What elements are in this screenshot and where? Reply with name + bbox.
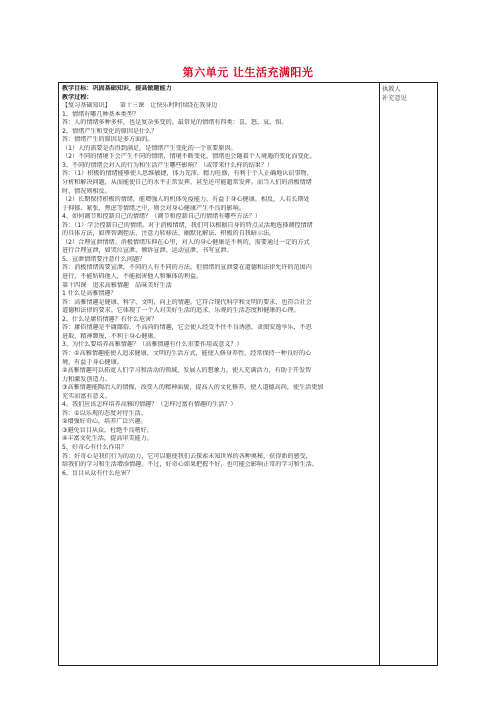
- text-line: 道德和法律的要求。它体现了一个人对美好生活的追求、乐观的生活态度和健康的心理。: [62, 307, 300, 315]
- text-line: 1、情绪有哪几种基本类型？: [62, 110, 140, 118]
- text-line: 力和激发创造力。: [62, 375, 111, 383]
- text-line: ④丰富文化生活，提高审美能力。: [62, 435, 153, 443]
- text-line: 2、什么是庸俗情趣？有什么危害？: [62, 315, 158, 323]
- text-line: （2）长期保持积极的情绪，能增强人的机体免疫能力，有益于身心健康。相反，人若长期处: [62, 196, 310, 204]
- text-line: 进行，不能妨碍他人，不能损害他人和集体的利益。: [62, 273, 203, 281]
- text-line: 于抑郁、紧张、焦虑等情绪之中，则会对身心健康产生不良的影响。: [62, 204, 245, 212]
- text-line: 答：好奇心是我们行为的动力，它可以驱使我们去探索未知世界的各种奥秘，获得新的感受，: [62, 452, 312, 460]
- text-line: 答：（1）积极的情绪能够使人思维敏捷，体力充沛，精力旺盛，有利于个人正确地认识事物、: [62, 170, 313, 178]
- text-line: ③高雅情趣能陶冶人的情操，改变人的精神面貌，提高人的文化修养，使人道德高尚，使生活更加: [62, 384, 324, 392]
- text-line: 进行合理宣泄，如哭泣宣泄、倾诉宣泄、运动宣泄、书写宣泄。: [62, 247, 233, 255]
- text-line: 1 什么是高雅情趣？: [62, 290, 117, 298]
- text-line: 2、情绪产生和变化的原因是什么？: [62, 127, 158, 135]
- text-line: 答：①以乐观的态度对待生活。: [62, 409, 147, 417]
- text-line: 答：高雅情趣是健康、科学、文明、向上的情趣。它符合现代科学和文明的要求，也符合社会: [62, 298, 312, 306]
- text-line: （2）不同的情境下会产生不同的情绪，情境不断变化，情绪也会随着个人境遇的变化而变化。: [62, 153, 316, 161]
- text-line: 给我们的学习和生活增添情趣。不过，好奇心如果把握不好，也可能会影响正常的学习和生活。: [62, 461, 318, 469]
- text-line: 答：①高雅情趣能使人追求健康、文明的生活方式，能使人修身养性，经常保持一种良好的心: [62, 349, 312, 357]
- text-line: 3、不同的情绪会对人的行为和生活产生哪些影响？（或带来什么样的结果？）: [62, 161, 274, 169]
- text-line: 4、我们应该怎样培养高雅的情趣？（怎样过富有情趣的生活？）: [62, 401, 237, 409]
- supplement-label: 补充意见: [382, 95, 407, 102]
- text-line: 6、盲目从众有什么危害？: [62, 469, 133, 477]
- text-line: （2）合理宣泄情绪。消极情绪压抑在心里，对人的身心健康是不利的，需要通过一定的方式: [62, 238, 310, 246]
- document-title: 第六单元 让生活充满阳光: [182, 66, 314, 79]
- text-line: 进取，精神颓废，不利于身心健康。: [62, 332, 160, 340]
- text-line: 第十四课 追求高雅情趣 品味美好生活: [62, 281, 172, 289]
- teacher-label: 执教人: [382, 86, 401, 93]
- text-line: （1）人的需要是否得到满足，是情绪产生变化的一个重要原因。: [62, 144, 237, 152]
- text-line: 境，有益于身心健康。: [62, 358, 123, 366]
- text-line: 答：人的情绪多种多样，也是复杂多变的。最常见的情绪有四类：喜、怒、哀、惧。: [62, 119, 288, 127]
- side-notes-cell: [380, 83, 437, 665]
- text-line: ③避免盲目从众，杜绝不良嗜好。: [62, 426, 153, 434]
- text-line: 3、为什么要培养高雅情趣？（高雅情趣有什么重要作用或意义？）: [62, 341, 243, 349]
- lesson-table: [58, 82, 438, 666]
- text-line: ②高雅情趣可以拓宽人们学习和活动的领域，发展人的想象力，使人充满活力，有助于开发智: [62, 367, 312, 375]
- lesson-content-cell: [59, 83, 380, 665]
- text-line: 充实而富有意义。: [62, 392, 111, 400]
- text-line: ②增强好奇心，培养广泛兴趣。: [62, 418, 147, 426]
- text-line: 答：情绪产生的原因是多方面的。: [62, 136, 154, 144]
- text-line: 分析和解决问题，从而能使自己的水平正常发挥，甚至还可能超常发挥。而当人们的消极情绪: [62, 179, 312, 187]
- text-line: 5、宣泄情绪要注意什么问题？: [62, 255, 146, 263]
- text-line: 答：消极情绪需要宣泄，不同的人有不同的方法，但情绪的宣泄要在道德和法律允许的范围内: [62, 264, 312, 272]
- text-line: 的具体方法，如理智调控法、注意力转移法、幽默化解法、积极的自我暗示法。: [62, 230, 276, 238]
- text-line: 教学目标：巩固基础知识，提高做题能力: [62, 85, 172, 92]
- text-line: 5、好奇心有什么作用？: [62, 443, 127, 451]
- text-line: 答：庸俗情趣是平庸鄙俗、不高尚的情趣，它会使人经受不住不良诱惑，贪图安逸享乐，不思: [62, 324, 312, 332]
- text-line: 时，情况则相反。: [62, 187, 111, 195]
- text-line: 【复习基础知识】 第十三课 让快乐时时围绕在我身边: [62, 102, 218, 110]
- text-line: 4、如何调节和控制自己的情绪？（调节和控制自己的情绪有哪些方法？）: [62, 213, 261, 221]
- text-line: 答：（1）学会控制自己的情绪。对于消极情绪，我们可以根据自身的特点灵活地选择调控情绪: [62, 221, 313, 229]
- text-line: 教学过程：: [62, 93, 93, 101]
